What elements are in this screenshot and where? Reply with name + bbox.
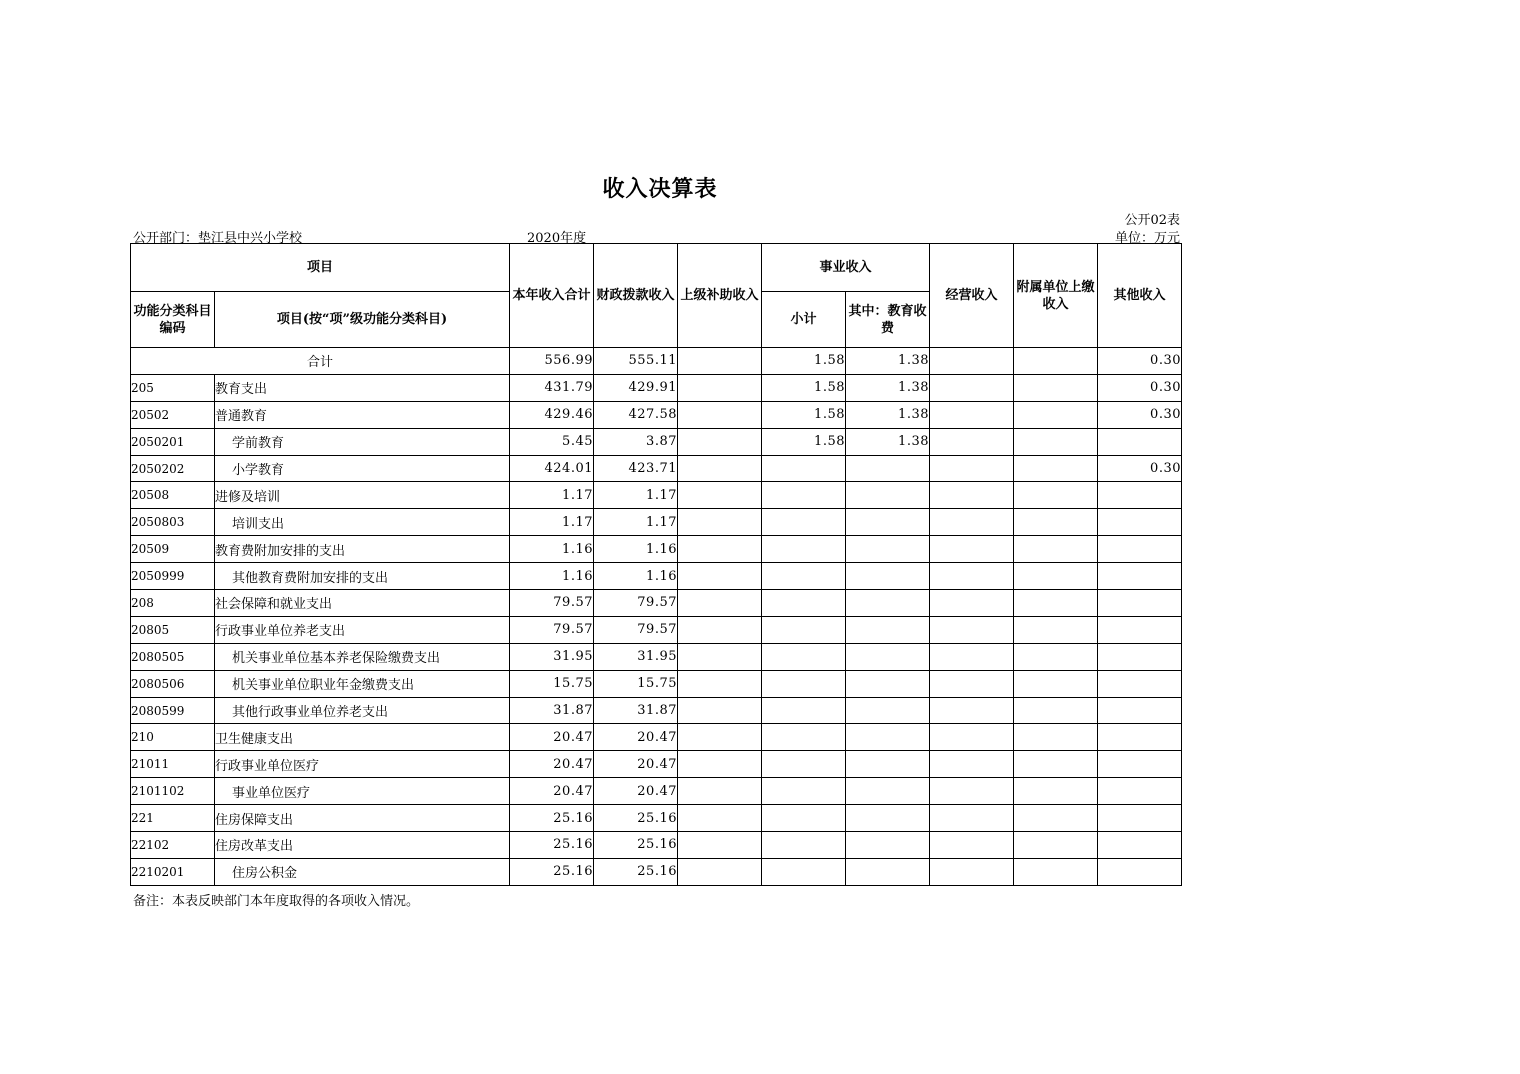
table-footnote: 备注：本表反映部门本年度取得的各项收入情况。 xyxy=(133,894,420,909)
cell-fiscal-appropriation: 20.47 xyxy=(594,724,678,751)
cell-subtotal xyxy=(762,616,846,643)
cell-subtotal xyxy=(762,536,846,563)
cell-education-fee xyxy=(846,751,930,778)
cell-superior-subsidy xyxy=(678,590,762,617)
cell-fiscal-appropriation: 427.58 xyxy=(594,401,678,428)
cell-fiscal-appropriation: 555.11 xyxy=(594,348,678,375)
cell-other-income xyxy=(1098,616,1182,643)
cell-other-income xyxy=(1098,590,1182,617)
cell-superior-subsidy xyxy=(678,697,762,724)
cell-education-fee: 1.38 xyxy=(846,374,930,401)
cell-fiscal-appropriation: 1.17 xyxy=(594,482,678,509)
header-item-name: 项目(按“项”级功能分类科目) xyxy=(215,292,510,348)
cell-other-income xyxy=(1098,509,1182,536)
cell-other-income xyxy=(1098,778,1182,805)
cell-item-name: 教育支出 xyxy=(215,374,510,401)
cell-total-income: 31.87 xyxy=(510,697,594,724)
table-row xyxy=(131,670,1182,697)
cell-education-fee xyxy=(846,724,930,751)
cell-affiliated-income xyxy=(1014,805,1098,832)
cell-subtotal xyxy=(762,670,846,697)
table-row xyxy=(131,805,1182,832)
cell-total-income: 1.16 xyxy=(510,563,594,590)
cell-education-fee xyxy=(846,536,930,563)
cell-education-fee xyxy=(846,509,930,536)
cell-operating-income xyxy=(930,724,1014,751)
total-label: 合计 xyxy=(131,348,510,375)
cell-education-fee: 1.38 xyxy=(846,348,930,375)
cell-subtotal xyxy=(762,805,846,832)
cell-total-income: 15.75 xyxy=(510,670,594,697)
cell-item-name: 普通教育 xyxy=(215,401,510,428)
cell-operating-income xyxy=(930,643,1014,670)
cell-education-fee xyxy=(846,455,930,482)
cell-superior-subsidy xyxy=(678,401,762,428)
cell-total-income: 20.47 xyxy=(510,724,594,751)
header-item: 项目 xyxy=(131,244,510,292)
cell-total-income: 79.57 xyxy=(510,590,594,617)
cell-affiliated-income xyxy=(1014,724,1098,751)
cell-operating-income xyxy=(930,536,1014,563)
cell-education-fee xyxy=(846,590,930,617)
cell-item-name: 卫生健康支出 xyxy=(215,724,510,751)
cell-education-fee xyxy=(846,563,930,590)
cell-fiscal-appropriation: 423.71 xyxy=(594,455,678,482)
cell-function-code: 208 xyxy=(131,590,215,617)
header-other-income: 其他收入 xyxy=(1098,244,1182,348)
cell-superior-subsidy xyxy=(678,832,762,859)
form-number-label: 公开02表 xyxy=(1124,213,1180,228)
cell-superior-subsidy xyxy=(678,374,762,401)
cell-fiscal-appropriation: 20.47 xyxy=(594,778,678,805)
cell-total-income: 25.16 xyxy=(510,832,594,859)
cell-affiliated-income xyxy=(1014,536,1098,563)
cell-operating-income xyxy=(930,348,1014,375)
cell-total-income: 5.45 xyxy=(510,428,594,455)
department-label: 公开部门：垫江县中兴小学校 xyxy=(133,231,303,246)
cell-total-income: 1.16 xyxy=(510,536,594,563)
cell-function-code: 221 xyxy=(131,805,215,832)
cell-other-income xyxy=(1098,643,1182,670)
cell-superior-subsidy xyxy=(678,536,762,563)
cell-function-code: 2050201 xyxy=(131,428,215,455)
cell-superior-subsidy xyxy=(678,724,762,751)
cell-function-code: 210 xyxy=(131,724,215,751)
cell-total-income: 25.16 xyxy=(510,805,594,832)
cell-affiliated-income xyxy=(1014,616,1098,643)
cell-fiscal-appropriation: 25.16 xyxy=(594,832,678,859)
cell-subtotal xyxy=(762,509,846,536)
cell-item-name: 机关事业单位基本养老保险缴费支出 xyxy=(215,643,510,670)
header-operating-income: 经营收入 xyxy=(930,244,1014,348)
cell-function-code: 2080506 xyxy=(131,670,215,697)
cell-superior-subsidy xyxy=(678,805,762,832)
cell-affiliated-income xyxy=(1014,509,1098,536)
cell-item-name: 培训支出 xyxy=(215,509,510,536)
cell-item-name: 行政事业单位医疗 xyxy=(215,751,510,778)
cell-operating-income xyxy=(930,805,1014,832)
cell-operating-income xyxy=(930,401,1014,428)
cell-operating-income xyxy=(930,563,1014,590)
cell-affiliated-income xyxy=(1014,428,1098,455)
cell-superior-subsidy xyxy=(678,858,762,885)
cell-item-name: 其他行政事业单位养老支出 xyxy=(215,697,510,724)
cell-education-fee xyxy=(846,616,930,643)
cell-affiliated-income xyxy=(1014,374,1098,401)
cell-function-code: 2210201 xyxy=(131,858,215,885)
cell-item-name: 进修及培训 xyxy=(215,482,510,509)
total-row xyxy=(131,348,1182,375)
cell-fiscal-appropriation: 3.87 xyxy=(594,428,678,455)
cell-total-income: 79.57 xyxy=(510,616,594,643)
cell-subtotal: 1.58 xyxy=(762,374,846,401)
cell-operating-income xyxy=(930,832,1014,859)
cell-superior-subsidy xyxy=(678,563,762,590)
header-affiliated-income: 附属单位上缴收入 xyxy=(1014,244,1098,348)
cell-subtotal xyxy=(762,563,846,590)
unit-label: 单位：万元 xyxy=(1114,231,1180,246)
cell-superior-subsidy xyxy=(678,428,762,455)
cell-function-code: 22102 xyxy=(131,832,215,859)
cell-fiscal-appropriation: 1.17 xyxy=(594,509,678,536)
cell-item-name: 行政事业单位养老支出 xyxy=(215,616,510,643)
header-function-code: 功能分类科目编码 xyxy=(131,292,215,348)
cell-education-fee xyxy=(846,482,930,509)
cell-education-fee xyxy=(846,832,930,859)
cell-subtotal xyxy=(762,643,846,670)
table-row xyxy=(131,455,1182,482)
header-business-income: 事业收入 xyxy=(762,244,930,292)
cell-total-income: 429.46 xyxy=(510,401,594,428)
table-header xyxy=(131,244,1182,348)
cell-fiscal-appropriation: 79.57 xyxy=(594,590,678,617)
cell-function-code: 20509 xyxy=(131,536,215,563)
cell-fiscal-appropriation: 25.16 xyxy=(594,805,678,832)
cell-affiliated-income xyxy=(1014,670,1098,697)
cell-subtotal xyxy=(762,697,846,724)
income-final-accounts-table xyxy=(130,243,1182,886)
cell-subtotal: 1.58 xyxy=(762,401,846,428)
cell-subtotal: 1.58 xyxy=(762,348,846,375)
cell-other-income xyxy=(1098,563,1182,590)
cell-superior-subsidy xyxy=(678,670,762,697)
cell-education-fee xyxy=(846,858,930,885)
cell-item-name: 社会保障和就业支出 xyxy=(215,590,510,617)
cell-function-code: 2080505 xyxy=(131,643,215,670)
cell-superior-subsidy xyxy=(678,348,762,375)
cell-subtotal: 1.58 xyxy=(762,428,846,455)
header-subtotal: 小计 xyxy=(762,292,846,348)
cell-item-name: 教育费附加安排的支出 xyxy=(215,536,510,563)
cell-education-fee xyxy=(846,805,930,832)
table-row xyxy=(131,509,1182,536)
table-row xyxy=(131,401,1182,428)
cell-fiscal-appropriation: 1.16 xyxy=(594,536,678,563)
cell-function-code: 20805 xyxy=(131,616,215,643)
table-body xyxy=(131,348,1182,886)
cell-fiscal-appropriation: 31.95 xyxy=(594,643,678,670)
fiscal-year-label: 2020年度 xyxy=(527,231,587,246)
table-row xyxy=(131,697,1182,724)
table-row xyxy=(131,616,1182,643)
header-superior-subsidy: 上级补助收入 xyxy=(678,244,762,348)
cell-subtotal xyxy=(762,590,846,617)
cell-operating-income xyxy=(930,778,1014,805)
cell-affiliated-income xyxy=(1014,697,1098,724)
cell-subtotal xyxy=(762,724,846,751)
cell-affiliated-income xyxy=(1014,482,1098,509)
cell-superior-subsidy xyxy=(678,509,762,536)
cell-operating-income xyxy=(930,616,1014,643)
table-row xyxy=(131,778,1182,805)
cell-subtotal xyxy=(762,832,846,859)
cell-function-code: 20502 xyxy=(131,401,215,428)
cell-item-name: 住房改革支出 xyxy=(215,832,510,859)
cell-subtotal xyxy=(762,751,846,778)
cell-operating-income xyxy=(930,509,1014,536)
cell-function-code: 2050999 xyxy=(131,563,215,590)
cell-total-income: 424.01 xyxy=(510,455,594,482)
table-row xyxy=(131,643,1182,670)
cell-other-income: 0.30 xyxy=(1098,374,1182,401)
cell-total-income: 556.99 xyxy=(510,348,594,375)
cell-other-income: 0.30 xyxy=(1098,348,1182,375)
cell-education-fee xyxy=(846,643,930,670)
cell-superior-subsidy xyxy=(678,482,762,509)
cell-affiliated-income xyxy=(1014,590,1098,617)
cell-affiliated-income xyxy=(1014,643,1098,670)
cell-total-income: 431.79 xyxy=(510,374,594,401)
header-fiscal-appropriation: 财政拨款收入 xyxy=(594,244,678,348)
cell-fiscal-appropriation: 15.75 xyxy=(594,670,678,697)
table-row xyxy=(131,724,1182,751)
cell-fiscal-appropriation: 25.16 xyxy=(594,858,678,885)
cell-other-income xyxy=(1098,670,1182,697)
cell-subtotal xyxy=(762,778,846,805)
cell-fiscal-appropriation: 79.57 xyxy=(594,616,678,643)
table-row xyxy=(131,751,1182,778)
cell-item-name: 小学教育 xyxy=(215,455,510,482)
table-row xyxy=(131,374,1182,401)
table-row xyxy=(131,590,1182,617)
cell-function-code: 2080599 xyxy=(131,697,215,724)
cell-subtotal xyxy=(762,455,846,482)
cell-other-income xyxy=(1098,805,1182,832)
cell-fiscal-appropriation: 429.91 xyxy=(594,374,678,401)
cell-other-income xyxy=(1098,724,1182,751)
cell-item-name: 事业单位医疗 xyxy=(215,778,510,805)
cell-total-income: 1.17 xyxy=(510,482,594,509)
cell-other-income: 0.30 xyxy=(1098,401,1182,428)
cell-item-name: 住房保障支出 xyxy=(215,805,510,832)
cell-item-name: 机关事业单位职业年金缴费支出 xyxy=(215,670,510,697)
cell-other-income xyxy=(1098,428,1182,455)
cell-affiliated-income xyxy=(1014,563,1098,590)
cell-operating-income xyxy=(930,590,1014,617)
cell-operating-income xyxy=(930,455,1014,482)
cell-subtotal xyxy=(762,858,846,885)
cell-item-name: 学前教育 xyxy=(215,428,510,455)
cell-education-fee xyxy=(846,670,930,697)
cell-education-fee xyxy=(846,778,930,805)
cell-operating-income xyxy=(930,858,1014,885)
cell-affiliated-income xyxy=(1014,832,1098,859)
cell-fiscal-appropriation: 1.16 xyxy=(594,563,678,590)
cell-affiliated-income xyxy=(1014,401,1098,428)
page-title: 收入决算表 xyxy=(602,176,718,202)
cell-other-income xyxy=(1098,697,1182,724)
cell-operating-income xyxy=(930,697,1014,724)
cell-affiliated-income xyxy=(1014,348,1098,375)
table-row xyxy=(131,563,1182,590)
cell-affiliated-income xyxy=(1014,751,1098,778)
cell-superior-subsidy xyxy=(678,778,762,805)
cell-item-name: 其他教育费附加安排的支出 xyxy=(215,563,510,590)
cell-superior-subsidy xyxy=(678,616,762,643)
cell-superior-subsidy xyxy=(678,455,762,482)
cell-other-income: 0.30 xyxy=(1098,455,1182,482)
cell-total-income: 31.95 xyxy=(510,643,594,670)
cell-operating-income xyxy=(930,670,1014,697)
cell-function-code: 21011 xyxy=(131,751,215,778)
table-row xyxy=(131,482,1182,509)
cell-other-income xyxy=(1098,751,1182,778)
table-row xyxy=(131,858,1182,885)
cell-function-code: 205 xyxy=(131,374,215,401)
cell-other-income xyxy=(1098,536,1182,563)
cell-function-code: 2050202 xyxy=(131,455,215,482)
cell-function-code: 20508 xyxy=(131,482,215,509)
cell-subtotal xyxy=(762,482,846,509)
cell-education-fee: 1.38 xyxy=(846,401,930,428)
cell-affiliated-income xyxy=(1014,455,1098,482)
cell-total-income: 20.47 xyxy=(510,751,594,778)
cell-function-code: 2050803 xyxy=(131,509,215,536)
table-row xyxy=(131,536,1182,563)
cell-function-code: 2101102 xyxy=(131,778,215,805)
cell-other-income xyxy=(1098,832,1182,859)
cell-total-income: 20.47 xyxy=(510,778,594,805)
cell-superior-subsidy xyxy=(678,643,762,670)
cell-affiliated-income xyxy=(1014,858,1098,885)
cell-operating-income xyxy=(930,751,1014,778)
cell-education-fee: 1.38 xyxy=(846,428,930,455)
header-education-fee: 其中：教育收费 xyxy=(846,292,930,348)
header-total-income: 本年收入合计 xyxy=(510,244,594,348)
cell-item-name: 住房公积金 xyxy=(215,858,510,885)
cell-operating-income xyxy=(930,428,1014,455)
cell-total-income: 1.17 xyxy=(510,509,594,536)
cell-operating-income xyxy=(930,374,1014,401)
cell-fiscal-appropriation: 31.87 xyxy=(594,697,678,724)
cell-total-income: 25.16 xyxy=(510,858,594,885)
cell-fiscal-appropriation: 20.47 xyxy=(594,751,678,778)
cell-other-income xyxy=(1098,858,1182,885)
cell-operating-income xyxy=(930,482,1014,509)
table-row xyxy=(131,428,1182,455)
cell-superior-subsidy xyxy=(678,751,762,778)
cell-affiliated-income xyxy=(1014,778,1098,805)
cell-education-fee xyxy=(846,697,930,724)
cell-other-income xyxy=(1098,482,1182,509)
table-row xyxy=(131,832,1182,859)
